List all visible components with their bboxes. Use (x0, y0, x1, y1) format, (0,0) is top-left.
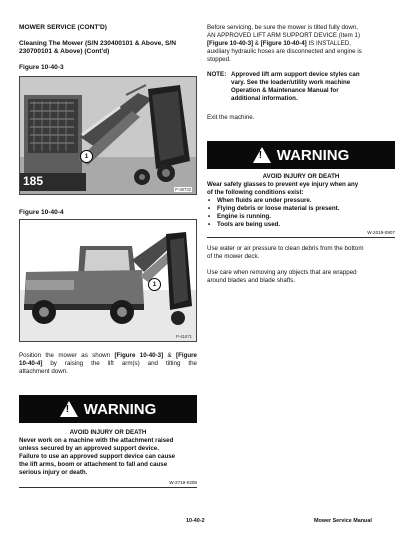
list-item: • When fluids are under pressure. (207, 197, 395, 205)
list-item: • Flying debris or loose material is present. (207, 205, 395, 213)
warning-code: W-2019-0907 (367, 230, 395, 235)
warning-banner: ! WARNING (19, 395, 197, 423)
warning-triangle-icon: ! (60, 401, 78, 417)
page-number: 10-40-2 (186, 518, 205, 524)
servicing-paragraph: Before servicing, be sure the mower is tilted fully down, AN APPROVED LIFT ARM SUPPORT DEVICE (Item 1) [Figure 10-40-3] & [Figure 10-40-4] IS INSTALLED, auxiliary hydraulic hoses are disconnected and engine is stopped. (207, 24, 362, 63)
figure-code: P-41671 (176, 334, 192, 339)
note-label: NOTE: (207, 71, 227, 78)
warning-body: Wear safety glasses to prevent eye injury when any of the following conditions exist: • When fluids are under pressure. • Flying debris or loose material is present. • Engine is running. • Tools are being used. (207, 181, 395, 229)
position-instructions: Position the mower as shown [Figure 10-40-3] & [Figure 10-40-4] by raising the lift arm(s) and tilting the attachment down. (19, 352, 197, 375)
machine-model-decal: 185 (23, 174, 44, 188)
figure-10-40-3-image (19, 76, 197, 195)
callout-1: 1 (148, 278, 161, 291)
warning-title: AVOID INJURY OR DEATH (69, 429, 147, 436)
utility-vehicle-mower-illustration (20, 220, 197, 342)
list-item: • Engine is running. (207, 213, 395, 221)
warning-title: AVOID INJURY OR DEATH (262, 173, 340, 180)
manual-title: Mower Service Manual (314, 518, 372, 524)
warning-rule (19, 487, 197, 488)
warning-code: W-2719-0208 (169, 480, 197, 485)
cleaning-paragraph: Use water or air pressure to clean debris from the bottom of the mower deck. (207, 245, 364, 260)
warning-rule (207, 237, 395, 238)
figure-code: P-38732 (175, 187, 191, 192)
list-item: • Tools are being used. (207, 221, 395, 229)
caution-paragraph: Use care when removing any objects that are wrapped around blades and blade shafts. (207, 269, 357, 284)
warning-banner: ! WARNING (207, 141, 395, 169)
section-subtitle-line1: Cleaning The Mower (S/N 230400101 & Above, S/N (19, 40, 176, 47)
section-title: MOWER SERVICE (CONT'D) (19, 24, 107, 31)
figure-10-40-4-caption: Figure 10-40-4 (19, 209, 64, 216)
callout-1: 1 (80, 150, 93, 163)
warning-body: Never work on a machine with the attachment raised unless secured by an approved support device. Failure to use an approved support device can cause the lift arms, boom or attachment to fall and cause serious injury or death. (19, 437, 176, 476)
skid-steer-mower-illustration (20, 77, 197, 195)
section-subtitle-line2: 230700101 & Above) (Cont'd) (19, 48, 110, 55)
exit-instruction: Exit the machine. (207, 114, 255, 121)
figure-10-40-4-image (19, 219, 197, 342)
figure-10-40-3-caption: Figure 10-40-3 (19, 64, 64, 71)
warning-triangle-icon: ! (253, 147, 271, 163)
